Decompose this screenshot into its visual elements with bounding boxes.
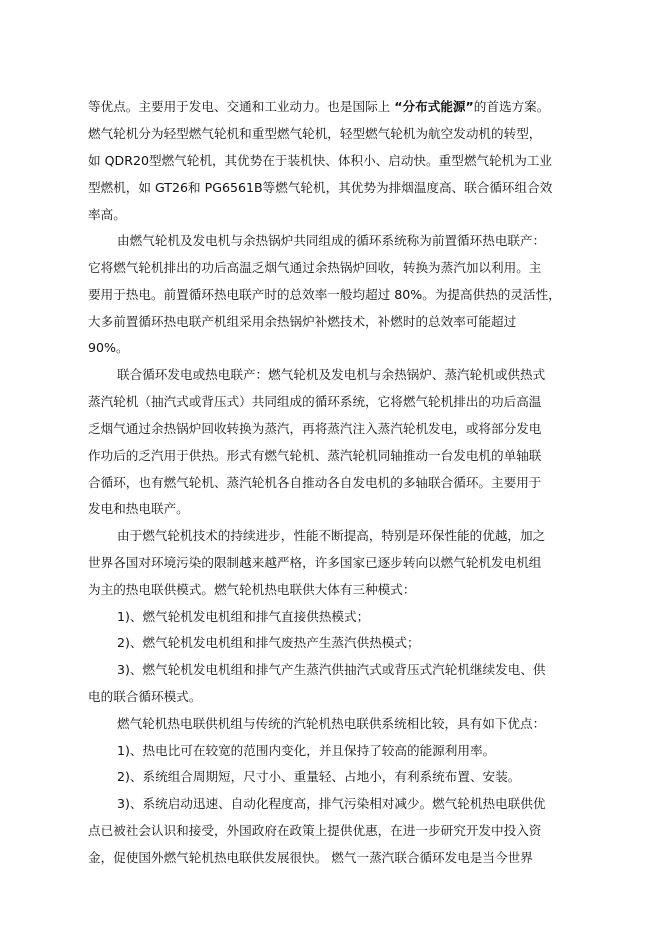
text-line-3: 如 QDR20型燃气轮机，其优势在于装机快、体积小、启动快。重型燃气轮机为工业 <box>88 153 552 168</box>
paragraph-start-line-6: 由燃气轮机及发电机与余热锅炉共同组成的循环系统称为前置循环热电联产： <box>117 233 546 248</box>
text-line-13: 乏烟气通过余热锅炉回收转换为蒸汽，再将蒸汽注入蒸汽轮机发电，或将部分发电 <box>88 421 542 436</box>
paragraph-start-line-11: 联合循环发电或热电联产：燃气轮机及发电机与余热锅炉、蒸汽轮机或供热式 <box>117 367 546 382</box>
text-line-18: 世界各国对环境污染的限制越来越严格，许多国家已逐步转向以燃气轮机发电机组 <box>88 555 542 570</box>
list-item-advantage-2: 2)、系统组合周期短，尺寸小、重量轻、占地小，有利系统布置、安装。 <box>117 769 521 784</box>
text-line-23: 电的联合循环模式。 <box>88 689 202 704</box>
text-line-7: 它将燃气轮机排出的功后高温乏烟气通过余热锅炉回收，转换为蒸汽加以利用。主 <box>88 260 542 275</box>
text-line-2: 燃气轮机分为轻型燃气轮机和重型燃气轮机，轻型燃气轮机为航空发动机的转型， <box>88 126 542 141</box>
text-line-15: 合循环，也有燃气轮机、蒸汽轮机各自推动各自发电机的多轴联合循环。主要用于 <box>88 475 542 490</box>
text-line-9: 大多前置循环热电联产机组采用余热锅炉补燃技术，补燃时的总效率可能超过 <box>88 314 517 329</box>
emphasized-term: “分布式能源” <box>394 99 474 114</box>
list-item-mode-2: 2)、燃气轮机发电机组和排气废热产生蒸汽供热模式； <box>117 635 420 650</box>
paragraph-start-line-24: 燃气轮机热电联供机组与传统的汽轮机热电联供系统相比较，具有如下优点： <box>117 716 546 731</box>
text-line-19: 为主的热电联供模式。燃气轮机热电联供大体有三种模式： <box>88 582 416 597</box>
text-line-1-end: 的首选方案。 <box>473 99 550 114</box>
text-line-1 <box>88 95 588 119</box>
list-item-advantage-3: 3)、系统启动迅速、自动化程度高，排气污染相对减少。燃气轮机热电联供优 <box>117 796 546 811</box>
text-line-8: 要用于热电。前置循环热电联产时的总效率一般均超过 80%。为提高供热的灵活性， <box>88 287 561 302</box>
text-line-5: 率高。 <box>88 207 126 222</box>
text-line-16: 发电和热电联产。 <box>88 501 189 516</box>
list-item-mode-1: 1)、燃气轮机发电机组和排气直接供热模式； <box>117 609 370 624</box>
paragraph-start-line-17: 由于燃气轮机技术的持续进步，性能不断提高，特别是环保性能的优越，加之 <box>117 528 546 543</box>
text-line-29: 金，促使国外燃气轮机热电联供发展很快。 燃气一蒸汽联合循环发电是当今世界 <box>88 850 533 865</box>
text-line-28: 点已被社会认识和接受，外国政府在政策上提供优惠，在进一步研究开发中投入资 <box>88 823 542 838</box>
list-item-advantage-1: 1)、热电比可在较宽的范围内变化，并且保持了较高的能源利用率。 <box>117 743 496 758</box>
text-line-4: 型燃机，如 GT26和 PG6561B等燃气轮机，其优势为排烟温度高、联合循环组合效 <box>88 180 553 195</box>
text-line-12: 蒸汽轮机（抽汽式或背压式）共同组成的循环系统，它将燃气轮机排出的功后高温 <box>88 394 542 409</box>
list-item-mode-3: 3)、燃气轮机发电机组和排气产生蒸汽供抽汽式或背压式汽轮机继续发电、供 <box>117 662 546 677</box>
text-line-10: 90%。 <box>88 340 129 355</box>
text-line-14: 作功后的乏汽用于供热。形式有燃气轮机、蒸汽轮机同轴推动一台发电机的单轴联 <box>88 448 542 463</box>
text-line-1-start: 等优点。主要用于发电、交通和工业动力。也是国际上 <box>88 99 395 114</box>
